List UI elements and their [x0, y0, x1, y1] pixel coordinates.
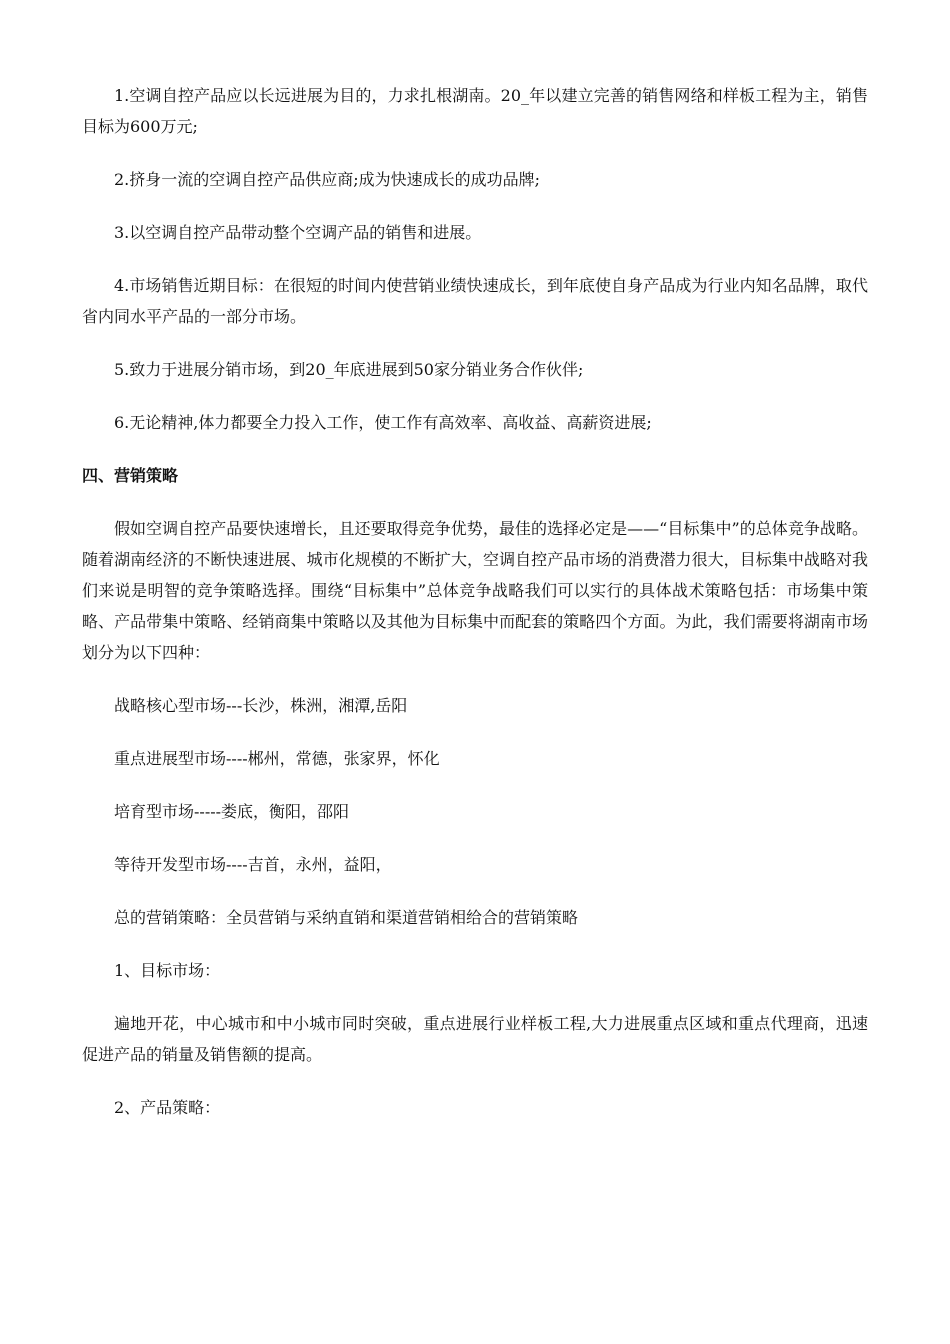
overall-strategy: 总的营销策略：全员营销与采纳直销和渠道营销相给合的营销策略 — [114, 908, 579, 927]
goal-item-6: 6.无论精神,体力都要全力投入工作，使工作有高效率、高收益、高薪资进展; — [114, 413, 652, 432]
goal-item-3: 3.以空调自控产品带动整个空调产品的销售和进展。 — [114, 223, 482, 242]
goal-item-2: 2.挤身一流的空调自控产品供应商;成为快速成长的成功品牌; — [114, 170, 541, 189]
target-market-text: 遍地开花，中心城市和中小城市同时突破，重点进展行业样板工程,大力进展重点区域和重点代理商，迅速促进产品的销量及销售额的提高。 — [82, 1014, 868, 1064]
intro-paragraph: 假如空调自控产品要快速增长，且还要取得竞争优势，最佳的选择必定是——“目标集中”的总体竞争战略。随着湖南经济的不断快速进展、城市化规模的不断扩大，空调自控产品市场的消费潜力很大，目标集中战略对我们来说是明智的竞争策略选择。围绕“目标集中”总体竞争战略我们可以实行的具体战术策略包括：市场集中策略、产品带集中策略、经销商集中策略以及其他为目标集中而配套的策略四个方面。为此，我们需要将湖南市场划分为以下四种： — [82, 519, 868, 662]
product-strategy-heading: 2、产品策略： — [114, 1098, 221, 1117]
market-type-pending: 等待开发型市场----吉首，永州，益阳， — [114, 855, 392, 874]
goal-item-1: 1.空调自控产品应以长远进展为目的，力求扎根湖南。20_年以建立完善的销售网络和样板工程为主，销售目标为600万元; — [82, 86, 868, 136]
target-market-heading: 1、目标市场： — [114, 961, 221, 980]
section-heading: 四、营销策略 — [82, 466, 179, 485]
goal-item-5: 5.致力于进展分销市场，到20_年底进展到50家分销业务合作伙伴; — [114, 360, 584, 379]
document-page — [82, 80, 868, 1145]
market-type-cultivate: 培育型市场-----娄底，衡阳，邵阳 — [114, 802, 350, 821]
market-type-key: 重点进展型市场----郴州，常德，张家界，怀化 — [114, 749, 440, 768]
goal-item-4: 4.市场销售近期目标：在很短的时间内使营销业绩快速成长，到年底使自身产品成为行业内知名品牌，取代省内同水平产品的一部分市场。 — [82, 276, 868, 326]
market-type-core: 战略核心型市场---长沙，株洲，湘潭,岳阳 — [114, 696, 408, 715]
